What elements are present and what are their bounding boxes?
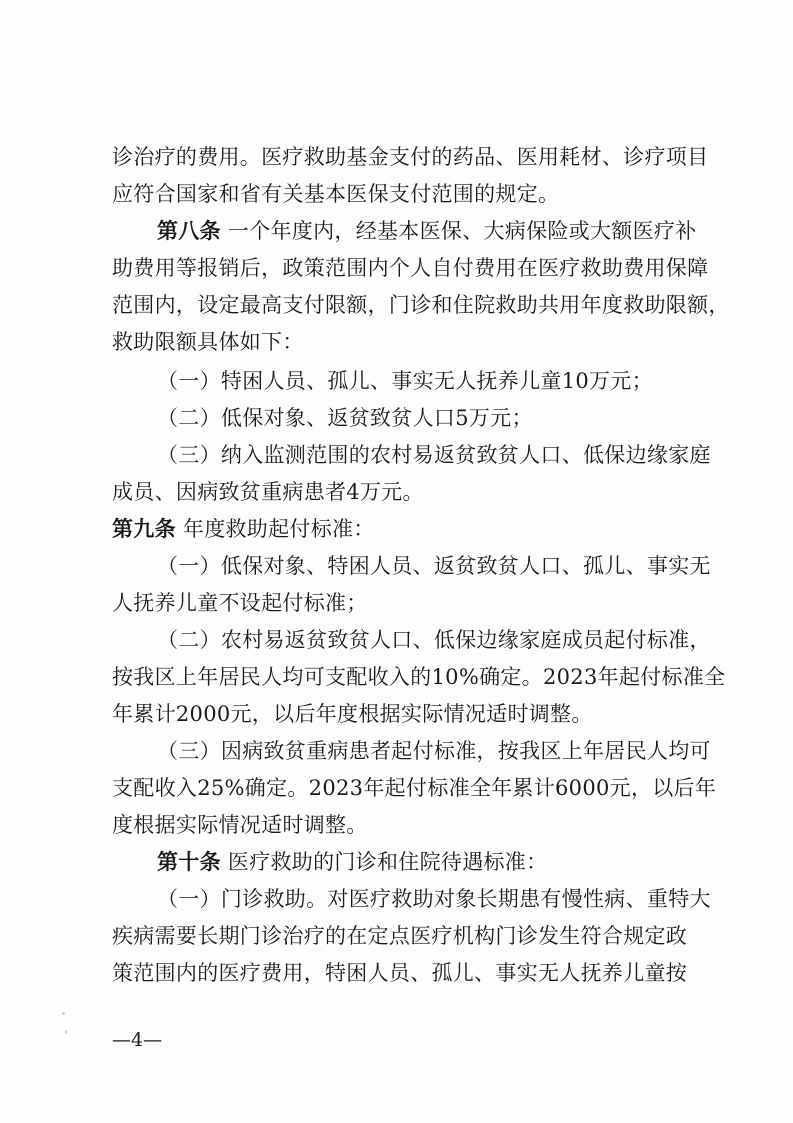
paragraph-line: 范围内，设定最高支付限额，门诊和住院救助共用年度救助限额， xyxy=(112,293,730,317)
paragraph-line: 成员、因病致贫重病患者4万元。 xyxy=(112,480,424,504)
paragraph-line: 应符合国家和省有关基本医保支付范围的规定。 xyxy=(112,182,560,206)
article-10-line xyxy=(157,848,547,876)
list-item-line: （三）因病致贫重病患者起付标准，按我区上年居民人均可 xyxy=(157,739,711,763)
page-number: —4— xyxy=(112,1029,163,1051)
article-8-text: 一个年度内，经基本医保、大病保险或大额医疗补 xyxy=(227,219,697,243)
article-9-heading: 第九条 xyxy=(112,517,176,541)
list-item-line: （三）纳入监测范围的农村易返贫致贫人口、低保边缘家庭 xyxy=(157,443,711,467)
article-10-text: 医疗救助的门诊和住院待遇标准： xyxy=(227,850,548,874)
paragraph-line: 诊治疗的费用。医疗救助基金支付的药品、医用耗材、诊疗项目 xyxy=(112,145,709,169)
scan-speck xyxy=(65,1030,67,1034)
list-item-line: （二）农村易返贫致贫人口、低保边缘家庭成员起付标准， xyxy=(157,628,711,652)
paragraph-line: 年累计2000元，以后年度根据实际情况适时调整。 xyxy=(112,702,593,726)
article-9-line xyxy=(112,515,375,543)
scan-speck xyxy=(62,1012,65,1015)
article-8-heading: 第八条 xyxy=(157,219,221,243)
article-10-heading: 第十条 xyxy=(157,850,221,874)
list-item-line: （一）特困人员、孤儿、事实无人抚养儿童10万元； xyxy=(157,369,653,393)
paragraph-line: 度根据实际情况适时调整。 xyxy=(112,813,368,837)
paragraph-line: 支配收入25%确定。2023年起付标准全年累计6000元，以后年 xyxy=(112,776,717,800)
paragraph-line: 人抚养儿童不设起付标准； xyxy=(112,591,368,615)
paragraph-line: 疾病需要长期门诊治疗的在定点医疗机构门诊发生符合规定政 xyxy=(112,924,688,948)
article-8-line xyxy=(157,217,697,245)
list-item-line: （一）低保对象、特困人员、返贫致贫人口、孤儿、事实无 xyxy=(157,554,711,578)
article-9-text: 年度救助起付标准： xyxy=(182,517,375,541)
paragraph-line: 助费用等报销后，政策范围内个人自付费用在医疗救助费用保障 xyxy=(112,256,709,280)
paragraph-line: 按我区上年居民人均可支配收入的10%确定。2023年起付标准全 xyxy=(112,665,726,689)
list-item-line: （一）门诊救助。对医疗救助对象长期患有慢性病、重特大 xyxy=(157,887,711,911)
paragraph-line: 救助限额具体如下： xyxy=(112,330,304,354)
list-item-line: （二）低保对象、返贫致贫人口5万元； xyxy=(157,406,533,430)
paragraph-line: 策范围内的医疗费用，特困人员、孤儿、事实无人抚养儿童按 xyxy=(112,961,688,985)
